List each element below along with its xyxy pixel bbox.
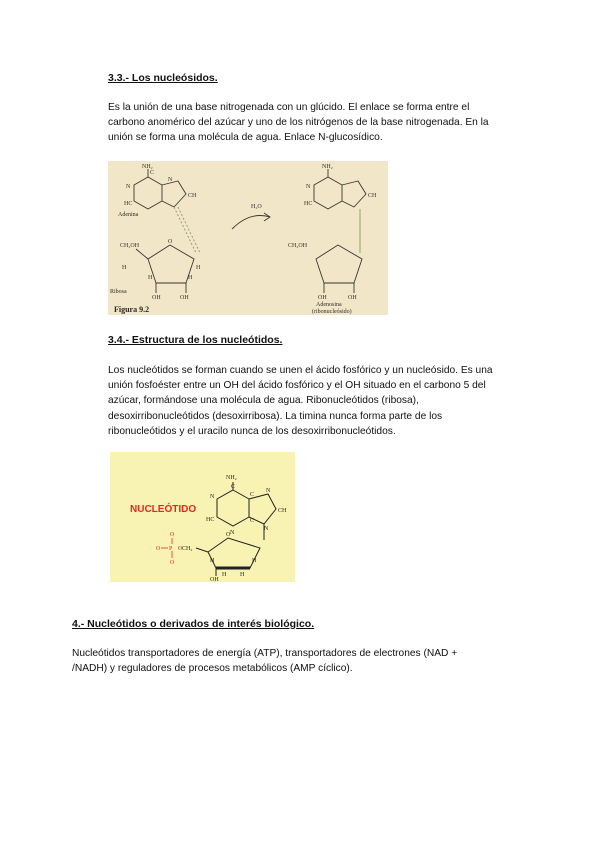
label-h: H xyxy=(222,572,227,578)
paragraph-line: unión fosfoéster entre un OH del ácido fosfórico y el OH situado en el carbono 5 del xyxy=(108,380,486,392)
nucleotide-diagram xyxy=(110,452,295,582)
phosphate-p: P xyxy=(169,546,173,552)
adenine-six-ring xyxy=(134,177,162,209)
label-ch: CH xyxy=(278,508,287,514)
adenine-six-ring-right xyxy=(314,177,342,209)
label-oh: OH xyxy=(210,577,219,582)
label-nh2: NH₂ xyxy=(142,164,153,170)
paragraph-line: carbono anomérico del azúcar y uno de los nitrógenos de la base nitrogenada. En la xyxy=(108,117,489,129)
phosphate-o: O xyxy=(170,560,175,566)
paragraph-line: Nucleótidos transportadores de energía (ATP), transportadores de electrones (NAD + xyxy=(72,648,458,659)
reaction-arrow xyxy=(232,216,270,230)
nucleoside-diagram xyxy=(108,161,388,315)
paragraph-line: azúcar, formándose una molécula de agua. Ribonucleótidos (ribosa), xyxy=(108,395,419,407)
label-o: O xyxy=(168,239,173,245)
label-c: C xyxy=(250,492,255,498)
label-ch2oh: CH₂OH xyxy=(288,243,308,249)
label-c: C xyxy=(150,170,155,176)
section-3-4-paragraph xyxy=(108,363,548,439)
label-adenosina: Adenosina xyxy=(316,302,342,308)
label-ch2: CH₂ xyxy=(182,546,193,552)
label-n: N xyxy=(266,488,271,494)
section-3-3-paragraph xyxy=(108,100,548,146)
paragraph-line: Los nucleótidos se forman cuando se unen el ácido fosfórico y un nucleósido. Es una xyxy=(108,365,493,376)
label-h2o: H₂O xyxy=(251,204,262,210)
label-ribosa: Ribosa xyxy=(110,289,127,295)
paragraph-line: /NADH) y reguladores de procesos metabólicos (AMP cíclico). xyxy=(72,663,353,675)
phosphate-o: O xyxy=(156,546,161,552)
label-h: H xyxy=(188,275,193,281)
label-adenina: Adenina xyxy=(118,212,139,218)
label-c: C xyxy=(231,484,236,490)
label-n: N xyxy=(126,184,131,190)
paragraph-line: desoxirribonucleótidos (desoxirribosa). La timina nunca forma parte de los xyxy=(108,410,443,422)
label-ch: CH xyxy=(368,193,377,199)
label-ch2oh: CH₂OH xyxy=(120,243,140,249)
paragraph-line: unión se forma una molécula de agua. Enlace N-glucosídico. xyxy=(108,132,383,144)
adenine-five-ring xyxy=(162,181,186,207)
label-o: O xyxy=(226,532,231,538)
label-n: N xyxy=(264,526,269,532)
label-oh: OH xyxy=(318,295,327,301)
label-hc: HC xyxy=(304,201,313,207)
label-n: N xyxy=(168,177,173,183)
figure-nucleoside-formation xyxy=(108,161,388,315)
label-h: H xyxy=(252,558,257,564)
label-n: N xyxy=(230,530,235,536)
label-oh: OH xyxy=(152,295,161,301)
label-c: C xyxy=(250,518,255,524)
paragraph-line: ribonucleótidos y el uracilo nunca de los desoxirribonucleótidos. xyxy=(108,425,396,437)
phosphate-o: O xyxy=(170,532,175,538)
figure-caption: Figura 9.2 xyxy=(114,305,150,314)
label-nh2: NH₂ xyxy=(322,164,333,170)
label-ribonucleosido: (ribonucleósido) xyxy=(312,309,352,315)
paragraph-line: Es la unión de una base nitrogenada con un glúcido. El enlace se forma entre el xyxy=(108,102,470,113)
label-h: H xyxy=(240,572,245,578)
section-4-title: 4.- Nucleótidos o derivados de interés biológico. xyxy=(72,618,315,630)
label-oh: OH xyxy=(180,295,189,301)
ribose-ring-right xyxy=(316,245,362,283)
label-h: H xyxy=(148,275,153,281)
section-3-3-title: 3.3.- Los nucleósidos. xyxy=(108,72,218,84)
label-h: H xyxy=(122,265,127,271)
label-oh: OH xyxy=(348,295,357,301)
label-hc: HC xyxy=(124,201,133,207)
purine-six-ring xyxy=(217,490,249,526)
section-3-4-title: 3.4.- Estructura de los nucleótidos. xyxy=(108,334,283,346)
label-h: H xyxy=(196,265,201,271)
label-ch: CH xyxy=(188,193,197,199)
label-nh2: NH₂ xyxy=(226,475,237,481)
label-h: H xyxy=(210,558,215,564)
label-n: N xyxy=(306,184,311,190)
label-hc: HC xyxy=(206,517,215,523)
nucleotide-title: NUCLEÓTIDO xyxy=(130,504,197,515)
phosphate-o: O xyxy=(178,546,183,552)
section-4-paragraph xyxy=(72,646,542,676)
label-n: N xyxy=(210,494,215,500)
figure-nucleotide xyxy=(110,452,295,582)
